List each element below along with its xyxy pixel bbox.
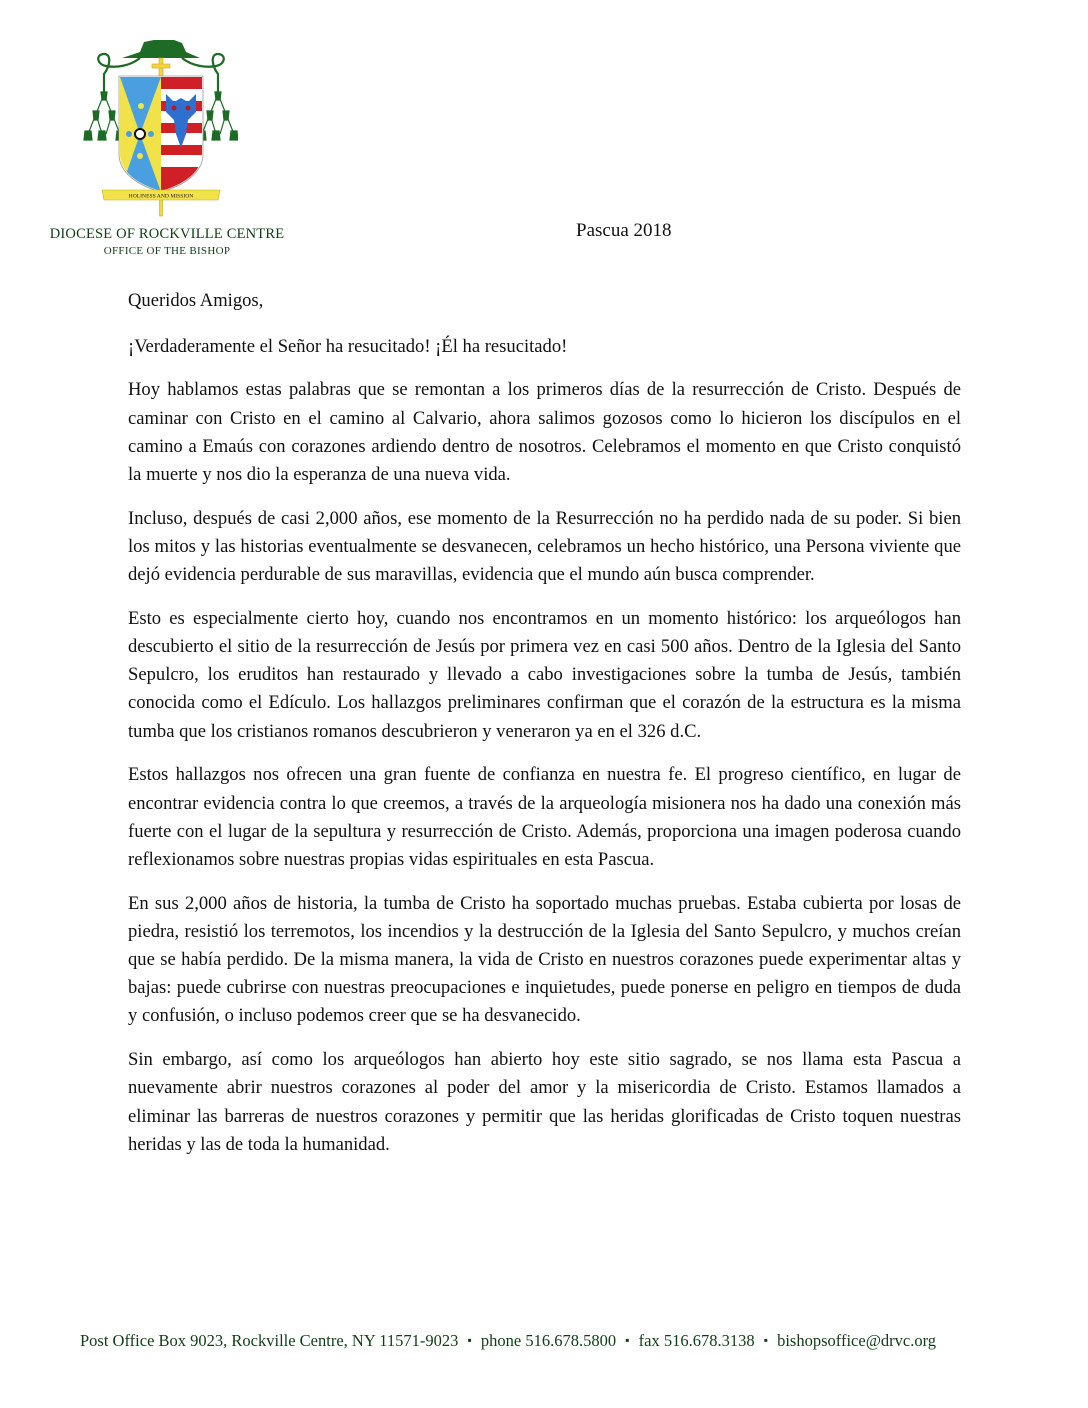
letter-date: Pascua 2018 (576, 220, 672, 241)
motto-scroll (102, 190, 220, 200)
footer-address: Post Office Box 9023, Rockville Centre, NY 11571-9023 (80, 1331, 459, 1350)
shield-icon (119, 76, 203, 192)
motto-text: HOLINESS AND MISSION (128, 193, 194, 200)
coat-of-arms-graphic (82, 36, 238, 220)
salutation: Queridos Amigos, (128, 290, 264, 311)
footer-fax: fax 516.678.3138 (638, 1331, 755, 1350)
galero-hat-icon (122, 40, 200, 58)
paragraph: Hoy hablamos estas palabras que se remontan a los primeros días de la resurrección de Cristo. Después de caminar con Cristo en el camino al Calvario, ahora salimos gozosos como lo hicieron los discípulos en el camino a Emaús con corazones ardiendo dentro de nosotros. Celebramos el momento en que Cristo conquistó la muerte y nos dio la esperanza de una nueva vida. (128, 379, 961, 486)
footer-phone: phone 516.678.5800 (480, 1331, 617, 1350)
paragraph: Incluso, después de casi 2,000 años, ese momento de la Resurrección no ha perdido nada de su poder. Si bien los mitos y las historias eventualmente se desvanecen, celebramos un hecho histórico, una Persona viviente que dejó evidencia perdurable de sus maravillas, evidencia que el mundo aún busca comprender. (128, 507, 961, 586)
opening-exclamation: ¡Verdaderamente el Señor ha resucitado! ¡Él ha resucitado! (128, 336, 568, 358)
footer-separator: ▪ (467, 1333, 472, 1347)
tassels-right-icon (198, 92, 238, 140)
footer-separator: ▪ (625, 1333, 630, 1347)
footer-email: bishopsoffice@drvc.org (777, 1331, 937, 1350)
tassels-left-icon (84, 92, 124, 140)
paragraph: En sus 2,000 años de historia, la tumba de Cristo ha soportado muchas pruebas. Estaba cubierta por losas de piedra, resistió los terremotos, los incendios y la destrucción de la Iglesia del Santo Sepulcro, y muchos creían que se había perdido. De la misma manera, la vida de Cristo en nuestros corazones puede experimentar altas y bajas: puede cubrirse con nuestras preocupaciones e inquietudes, puede ponerse en peligro en tiempos de duda y confusión, o incluso podemos creer que se ha desvanecido. (128, 892, 961, 1027)
office-name: OFFICE OF THE BISHOP (103, 245, 231, 257)
paragraph: Estos hallazgos nos ofrecen una gran fuente de confianza en nuestra fe. El progreso científico, en lugar de encontrar evidencia contra lo que creemos, a través de la arqueología misionera nos ha dado una conexión más fuerte con el lugar de la sepultura y resurrección de Cristo. Además, proporciona una imagen poderosa cuando reflexionamos sobre nuestras propias vidas espirituales en esta Pascua. (128, 764, 961, 870)
letter-body (128, 287, 961, 1174)
footer-separator: ▪ (763, 1333, 768, 1347)
paragraph: Esto es especialmente cierto hoy, cuando nos encontramos en un momento histórico: los arqueólogos han descubierto el sitio de la resurrección de Jesús por primera vez en casi 500 años. Dentro de la Iglesia del Santo Sepulcro, los eruditos han restaurado y llevado a cabo investigaciones sobre la tumba de Jesús, también conocida como el Edículo. Los hallazgos preliminares confirman que el corazón de la estructura es la misma tumba que los cristianos romanos descubrieron y veneraron ya en el 326 d.C. (128, 607, 961, 742)
letterhead-footer (80, 1330, 1000, 1351)
organization-name: DIOCESE OF ROCKVILLE CENTRE (49, 226, 285, 242)
coat-of-arms (82, 36, 238, 220)
paragraph: Sin embargo, así como los arqueólogos han abierto hoy este sitio sagrado, se nos llama esta Pascua a nuevamente abrir nuestros corazones al poder del amor y la misericordia de Cristo. Estamos llamados a eliminar las barreras de nuestros corazones y permitir que las heridas glorificadas de Cristo toquen nuestras heridas y las de toda la humanidad. (128, 1049, 961, 1155)
